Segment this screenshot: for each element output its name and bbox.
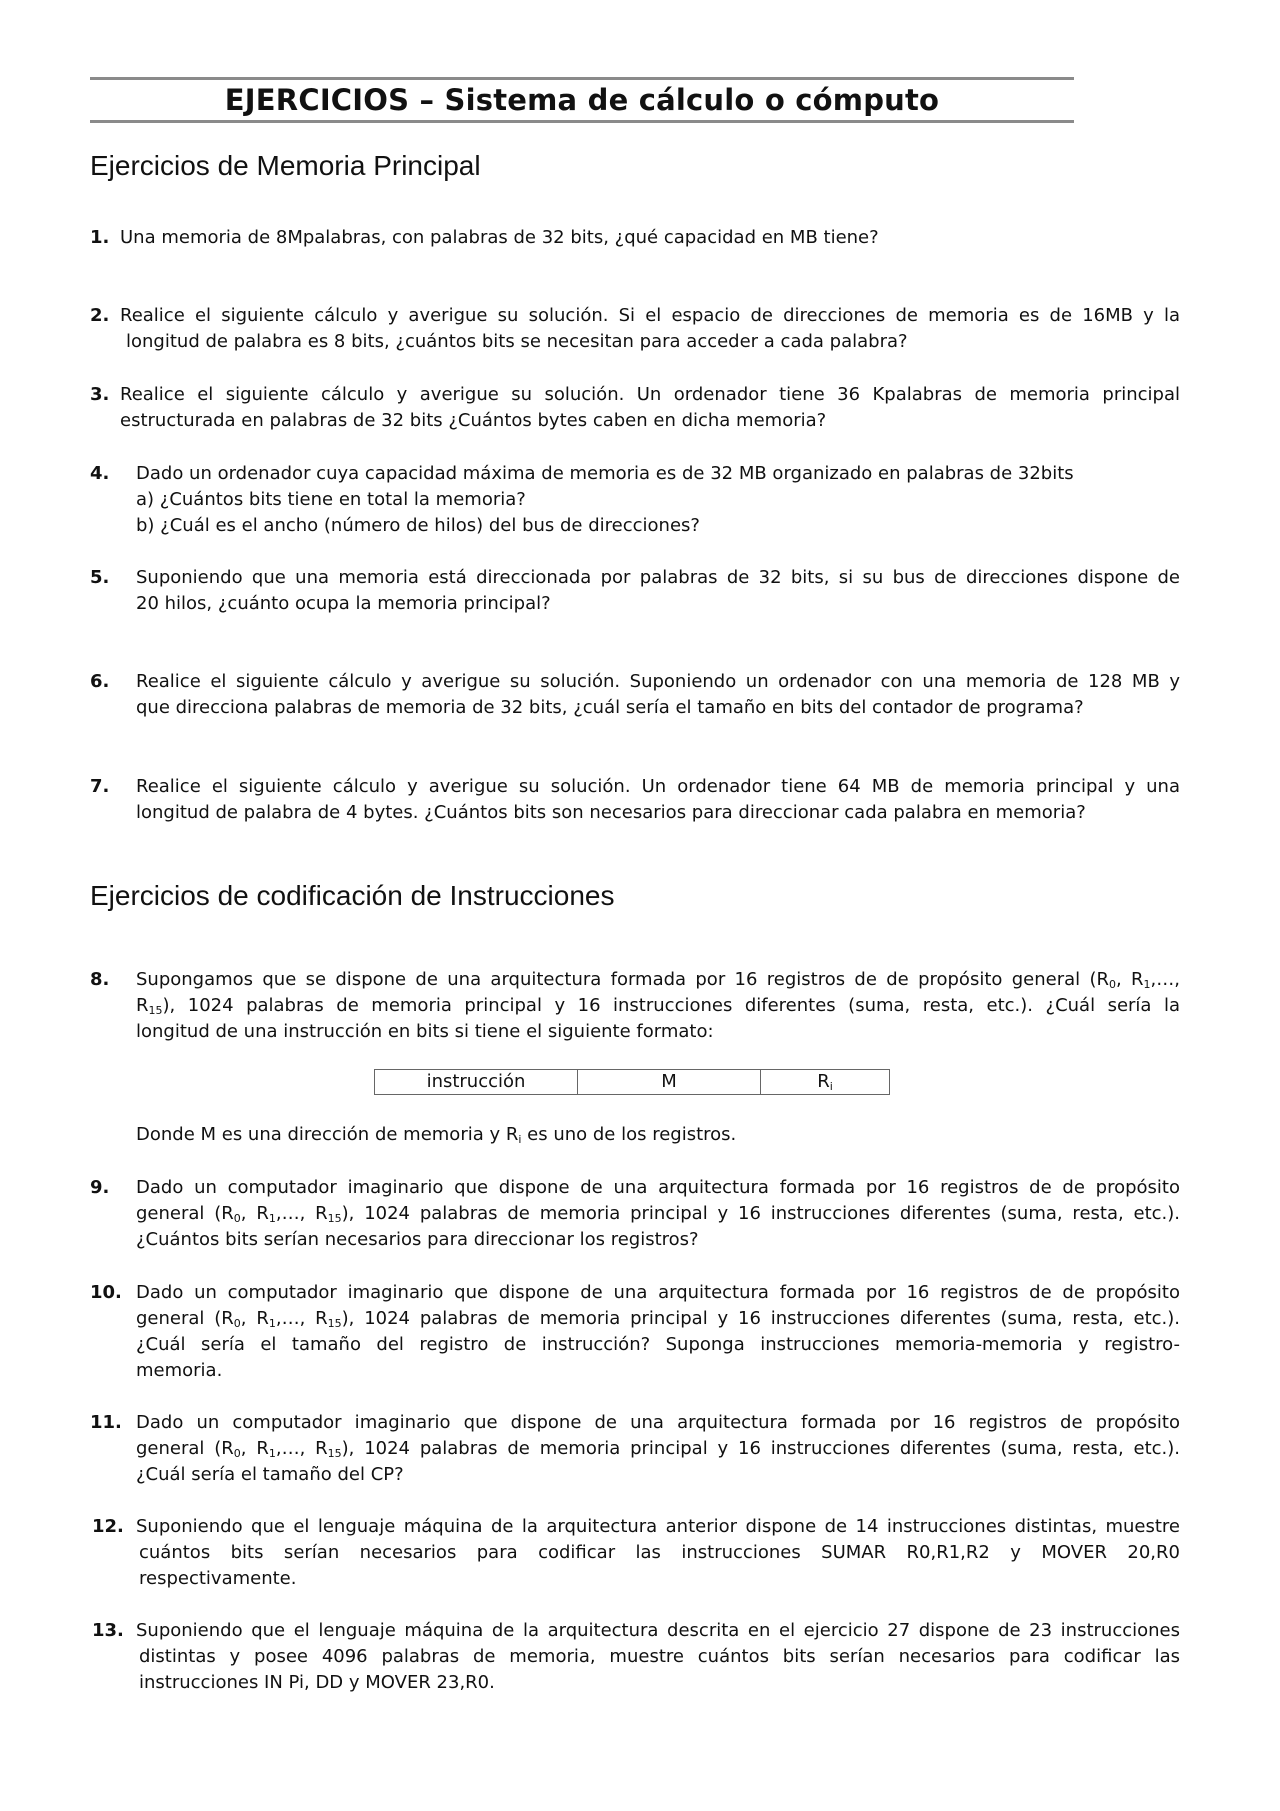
- exercise-number: 4.: [90, 463, 110, 484]
- exercise-text-line: longitud de una instrucción en bits si tiene el siguiente formato:: [136, 1021, 714, 1042]
- format-cell-m: M: [578, 1070, 761, 1095]
- exercise-number: 6.: [90, 671, 110, 692]
- exercise-text-line: general ($R_0$, $R_1,\dots$, $R_{15}$), 1024 palabras de memoria principal y 16 instrucciones diferentes (suma, resta, etc.).: [136, 1203, 1181, 1225]
- exercise-text-line: Suponiendo que una memoria está direccionada por palabras de 32 bits, si su bus de direcciones dispone de: [136, 567, 1180, 588]
- exercise-4-item-b: b) ¿Cuál es el ancho (número de hilos) del bus de direcciones?: [136, 515, 700, 536]
- exercise-number: 13.: [92, 1620, 124, 1641]
- format-cell-ri: $R_i$: [761, 1070, 890, 1095]
- instruction-format-table: [374, 1069, 890, 1095]
- exercise-text-line: distintas y posee 4096 palabras de memoria, muestre cuántos bits serían necesarios para codificar las: [139, 1646, 1180, 1667]
- exercise-number: 8.: [90, 969, 110, 990]
- exercise-4-item-a: a) ¿Cuántos bits tiene en total la memoria?: [136, 489, 526, 510]
- exercise-text-line: Suponiendo que el lenguaje máquina de la arquitectura anterior dispone de 14 instrucciones distintas, muestre: [136, 1516, 1180, 1537]
- exercise-text-line: Realice el siguiente cálculo y averigue su solución. Si el espacio de direcciones de memoria es de 16MB y la: [120, 305, 1180, 326]
- exercise-text-line: que direcciona palabras de memoria de 32 bits, ¿cuál sería el tamaño en bits del contador de programa?: [136, 697, 1084, 718]
- exercise-text-line: cuántos bits serían necesarios para codificar las instrucciones SUMAR R0,R1,R2 y MOVER 20,R0: [139, 1542, 1180, 1563]
- exercise-text-line: Suponiendo que el lenguaje máquina de la arquitectura descrita en el ejercicio 27 dispone de 23 instrucciones: [136, 1620, 1180, 1641]
- exercise-text-line: ¿Cuántos bits serían necesarios para direccionar los registros?: [136, 1229, 699, 1250]
- exercise-number: 9.: [90, 1177, 110, 1198]
- exercise-text-line: Realice el siguiente cálculo y averigue su solución. Un ordenador tiene 36 Kpalabras de memoria principal: [120, 384, 1180, 405]
- exercise-text-line: longitud de palabra de 4 bytes. ¿Cuántos bits son necesarios para direccionar cada palabra en memoria?: [136, 802, 1086, 823]
- exercise-number: 11.: [90, 1412, 122, 1433]
- title-bottom-rule: [90, 120, 1074, 123]
- exercise-number: 12.: [92, 1516, 124, 1537]
- exercise-text-line: longitud de palabra es 8 bits, ¿cuántos bits se necesitan para acceder a cada palabra?: [126, 331, 908, 352]
- exercise-number: 3.: [90, 384, 110, 405]
- exercise-text-line: ¿Cuál sería el tamaño del registro de instrucción? Suponga instrucciones memoria-memoria y registro-: [136, 1334, 1180, 1355]
- exercise-text-line: general ($R_0$, $R_1,\dots$, $R_{15}$), 1024 palabras de memoria principal y 16 instrucciones diferentes (suma, resta, etc.).: [136, 1438, 1181, 1460]
- exercise-text-line: Realice el siguiente cálculo y averigue su solución. Un ordenador tiene 64 MB de memoria principal y una: [136, 776, 1180, 797]
- exercise-text-line: general ($R_0$, $R_1,\dots$, $R_{15}$), 1024 palabras de memoria principal y 16 instrucciones diferentes (suma, resta, etc.).: [136, 1308, 1181, 1330]
- title-top-rule: [90, 77, 1074, 80]
- format-cell-instruccion: instrucción: [375, 1070, 578, 1095]
- exercise-text-line: instrucciones IN Pi, DD y MOVER 23,R0.: [139, 1672, 495, 1693]
- table-row: [375, 1070, 890, 1095]
- exercise-text-line: Dado un ordenador cuya capacidad máxima de memoria es de 32 MB organizado en palabras de 32bits: [136, 463, 1074, 484]
- exercise-text-line: Dado un computador imaginario que dispone de una arquitectura formada por 16 registros de de propósito: [136, 1282, 1180, 1303]
- section-title-codificacion: Ejercicios de codificación de Instrucciones: [90, 880, 615, 911]
- exercise-number: 1.: [90, 227, 110, 248]
- exercise-text-line: Dado un computador imaginario que dispone de una arquitectura formada por 16 registros de propósito: [136, 1412, 1180, 1433]
- exercise-text-line: Realice el siguiente cálculo y averigue su solución. Suponiendo un ordenador con una memoria de 128 MB y: [136, 671, 1180, 692]
- exercise-text-line: 20 hilos, ¿cuánto ocupa la memoria principal?: [136, 593, 551, 614]
- exercise-text-line: estructurada en palabras de 32 bits ¿Cuántos bytes caben en dicha memoria?: [120, 410, 827, 431]
- exercise-8-note: Donde M es una dirección de memoria y $R_i$ es uno de los registros.: [136, 1124, 737, 1146]
- section-title-memoria: Ejercicios de Memoria Principal: [90, 150, 481, 181]
- exercise-number: 2.: [90, 305, 110, 326]
- exercise-number: 10.: [90, 1282, 122, 1303]
- exercise-text-line: ¿Cuál sería el tamaño del CP?: [136, 1464, 404, 1485]
- exercise-text-line: respectivamente.: [139, 1568, 297, 1589]
- exercise-text-line: Supongamos que se dispone de una arquitectura formada por 16 registros de de propósito general ($R_0$, $R_1,\dots$,: [136, 969, 1180, 991]
- exercise-text-line: Dado un computador imaginario que dispone de una arquitectura formada por 16 registros de de propósito: [136, 1177, 1180, 1198]
- exercise-text-line: memoria.: [136, 1360, 223, 1381]
- exercise-text-line: Una memoria de 8Mpalabras, con palabras de 32 bits, ¿qué capacidad en MB tiene?: [120, 227, 879, 248]
- document-title: EJERCICIOS – Sistema de cálculo o cómputo: [224, 83, 940, 117]
- exercise-number: 7.: [90, 776, 110, 797]
- exercise-text-line: $R_{15}$), 1024 palabras de memoria principal y 16 instrucciones diferentes (suma, resta, etc.). ¿Cuál sería la: [136, 995, 1180, 1017]
- exercise-number: 5.: [90, 567, 110, 588]
